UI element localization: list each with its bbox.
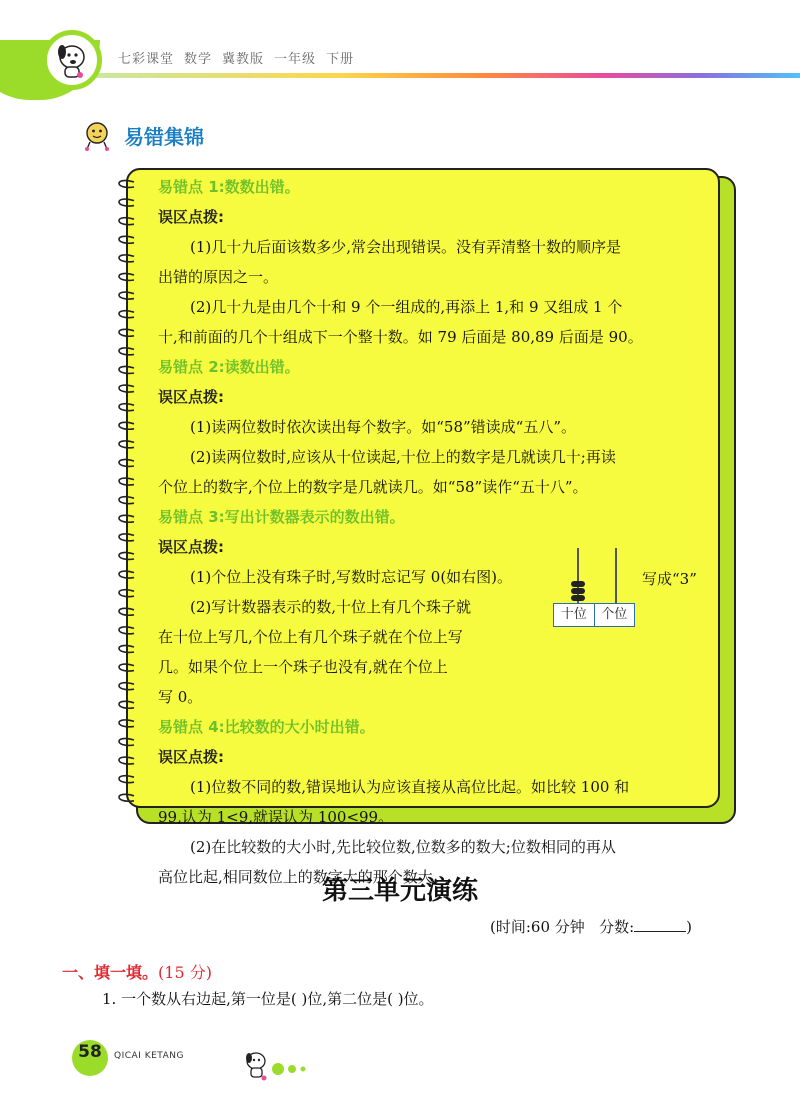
tip-label: 误区点拨:	[158, 208, 224, 226]
spiral-ring	[119, 776, 134, 783]
error-point-title: 易错点 3:写出计数器表示的数出错。	[158, 508, 405, 526]
tip-line: 出错的原因之一。	[158, 268, 279, 286]
dog-mascot-icon	[242, 1049, 322, 1083]
abacus-bead	[571, 588, 585, 594]
error-point-title: 易错点 4:比较数的大小时出错。	[158, 718, 375, 736]
header-grade: 一年级	[274, 52, 317, 67]
spiral-ring	[119, 348, 134, 355]
header-volume: 下册	[326, 52, 355, 67]
score-blank	[634, 918, 686, 932]
header-mascot-badge	[42, 30, 102, 90]
spiral-ring	[119, 478, 134, 485]
cartoon-character-icon	[80, 118, 114, 152]
spiral-ring	[119, 794, 134, 801]
header-color-stripe	[95, 73, 800, 78]
tip-line: 几。如果个位上一个珠子也没有,就在个位上	[158, 658, 448, 676]
tip-line: (1)读两位数时依次读出每个数字。如“58”错读成“五八”。	[190, 418, 577, 436]
spiral-ring	[119, 701, 134, 708]
tip-line: 写 0。	[158, 688, 203, 706]
abacus-bead	[571, 595, 585, 601]
tip-line: (2)在比较数的大小时,先比较位数,位数多的数大;位数相同的再从	[190, 838, 616, 856]
tip-line: 个位上的数字,个位上的数字是几就读几。如“58”读作“五十八”。	[158, 478, 588, 496]
tip-line: 99,认为 1<9,就误认为 100<99。	[158, 808, 394, 826]
abacus-tens-label: 十位	[560, 607, 587, 622]
abacus-caption: 写成“3”	[642, 570, 697, 588]
section-heading	[80, 118, 204, 152]
spiral-ring	[119, 757, 134, 764]
spiral-ring	[119, 236, 134, 243]
spiral-ring	[119, 404, 134, 411]
tip-line: 十,和前面的几个十组成下一个整十数。如 79 后面是 80,89 后面是 90。	[158, 328, 643, 346]
spiral-ring	[119, 534, 134, 541]
header-edition: 冀教版	[222, 52, 265, 67]
abacus-ones-rod	[615, 548, 617, 603]
tip-line: 高位比起,相同数位上的数字大的那个数大。	[158, 868, 448, 886]
error-point-title: 易错点 1:数数出错。	[158, 178, 300, 196]
footer-mascot	[242, 1049, 322, 1087]
question-1: 1. 一个数从右边起,第一位是( )位,第二位是( )位。	[102, 990, 434, 1008]
score-label: 分数:	[599, 918, 635, 936]
spiral-ring	[119, 571, 134, 578]
time-score-line	[490, 916, 692, 937]
spiral-ring	[119, 590, 134, 597]
tip-line: (2)写计数器表示的数,十位上有几个珠子就	[190, 598, 472, 616]
tip-line: 在十位上写几,个位上有几个珠子就在个位上写	[158, 628, 463, 646]
tip-line: (1)几十九后面该数多少,常会出现错误。没有弄清整十数的顺序是	[190, 238, 622, 256]
dog-mascot-icon	[47, 35, 97, 85]
exercise-section-title	[62, 960, 212, 983]
spiral-binding-icon	[112, 172, 142, 812]
spiral-ring	[119, 552, 134, 559]
header-subject: 数学	[184, 52, 213, 67]
abacus-ones-label: 个位	[594, 604, 635, 626]
header-series: 七彩课堂	[118, 52, 175, 67]
spiral-ring	[119, 497, 134, 504]
notebook-content	[158, 172, 718, 892]
abacus-bead	[571, 581, 585, 587]
section-title: 易错集锦	[124, 124, 204, 149]
spiral-ring	[119, 515, 134, 522]
abacus-figure	[553, 548, 638, 628]
spiral-ring	[119, 683, 134, 690]
time-text: (时间:60 分钟	[490, 918, 585, 936]
tip-line: (1)个位上没有珠子时,写数时忘记写 0(如右图)。	[190, 568, 513, 586]
footer-brand: QICAI KETANG	[114, 1051, 184, 1061]
error-point-title: 易错点 2:读数出错。	[158, 358, 300, 376]
spiral-ring	[119, 459, 134, 466]
spiral-ring	[119, 255, 134, 262]
spiral-ring	[119, 329, 134, 336]
spiral-ring	[119, 385, 134, 392]
tip-label: 误区点拨:	[158, 538, 224, 556]
spiral-ring	[119, 608, 134, 615]
unit-title: 第三单元演练	[321, 876, 478, 906]
abacus-place-labels	[553, 603, 635, 627]
spiral-ring	[119, 273, 134, 280]
spiral-ring	[119, 738, 134, 745]
header-breadcrumb	[118, 48, 364, 67]
tip-line: (2)读两位数时,应该从十位读起,十位上的数字是几就读几十;再读	[190, 448, 616, 466]
spiral-ring	[119, 292, 134, 299]
spiral-ring	[119, 218, 134, 225]
spiral-ring	[119, 645, 134, 652]
spiral-ring	[119, 366, 134, 373]
tip-line: (2)几十九是由几个十和 9 个一组成的,再添上 1,和 9 又组成 1 个	[190, 298, 623, 316]
spiral-ring	[119, 422, 134, 429]
spiral-ring	[119, 627, 134, 634]
tip-line: (1)位数不同的数,错误地认为应该直接从高位比起。如比较 100 和	[190, 778, 630, 796]
spiral-ring	[119, 180, 134, 187]
tip-label: 误区点拨:	[158, 388, 224, 406]
spiral-ring	[119, 311, 134, 318]
time-close: )	[686, 918, 692, 936]
spiral-ring	[119, 441, 134, 448]
spiral-ring	[119, 720, 134, 727]
page-number: 58	[78, 1042, 102, 1062]
exercise-score: (15 分)	[158, 963, 212, 982]
tip-label: 误区点拨:	[158, 748, 224, 766]
spiral-ring	[119, 199, 134, 206]
exercise-title-text: 一、填一填。	[62, 963, 159, 982]
spiral-ring	[119, 664, 134, 671]
